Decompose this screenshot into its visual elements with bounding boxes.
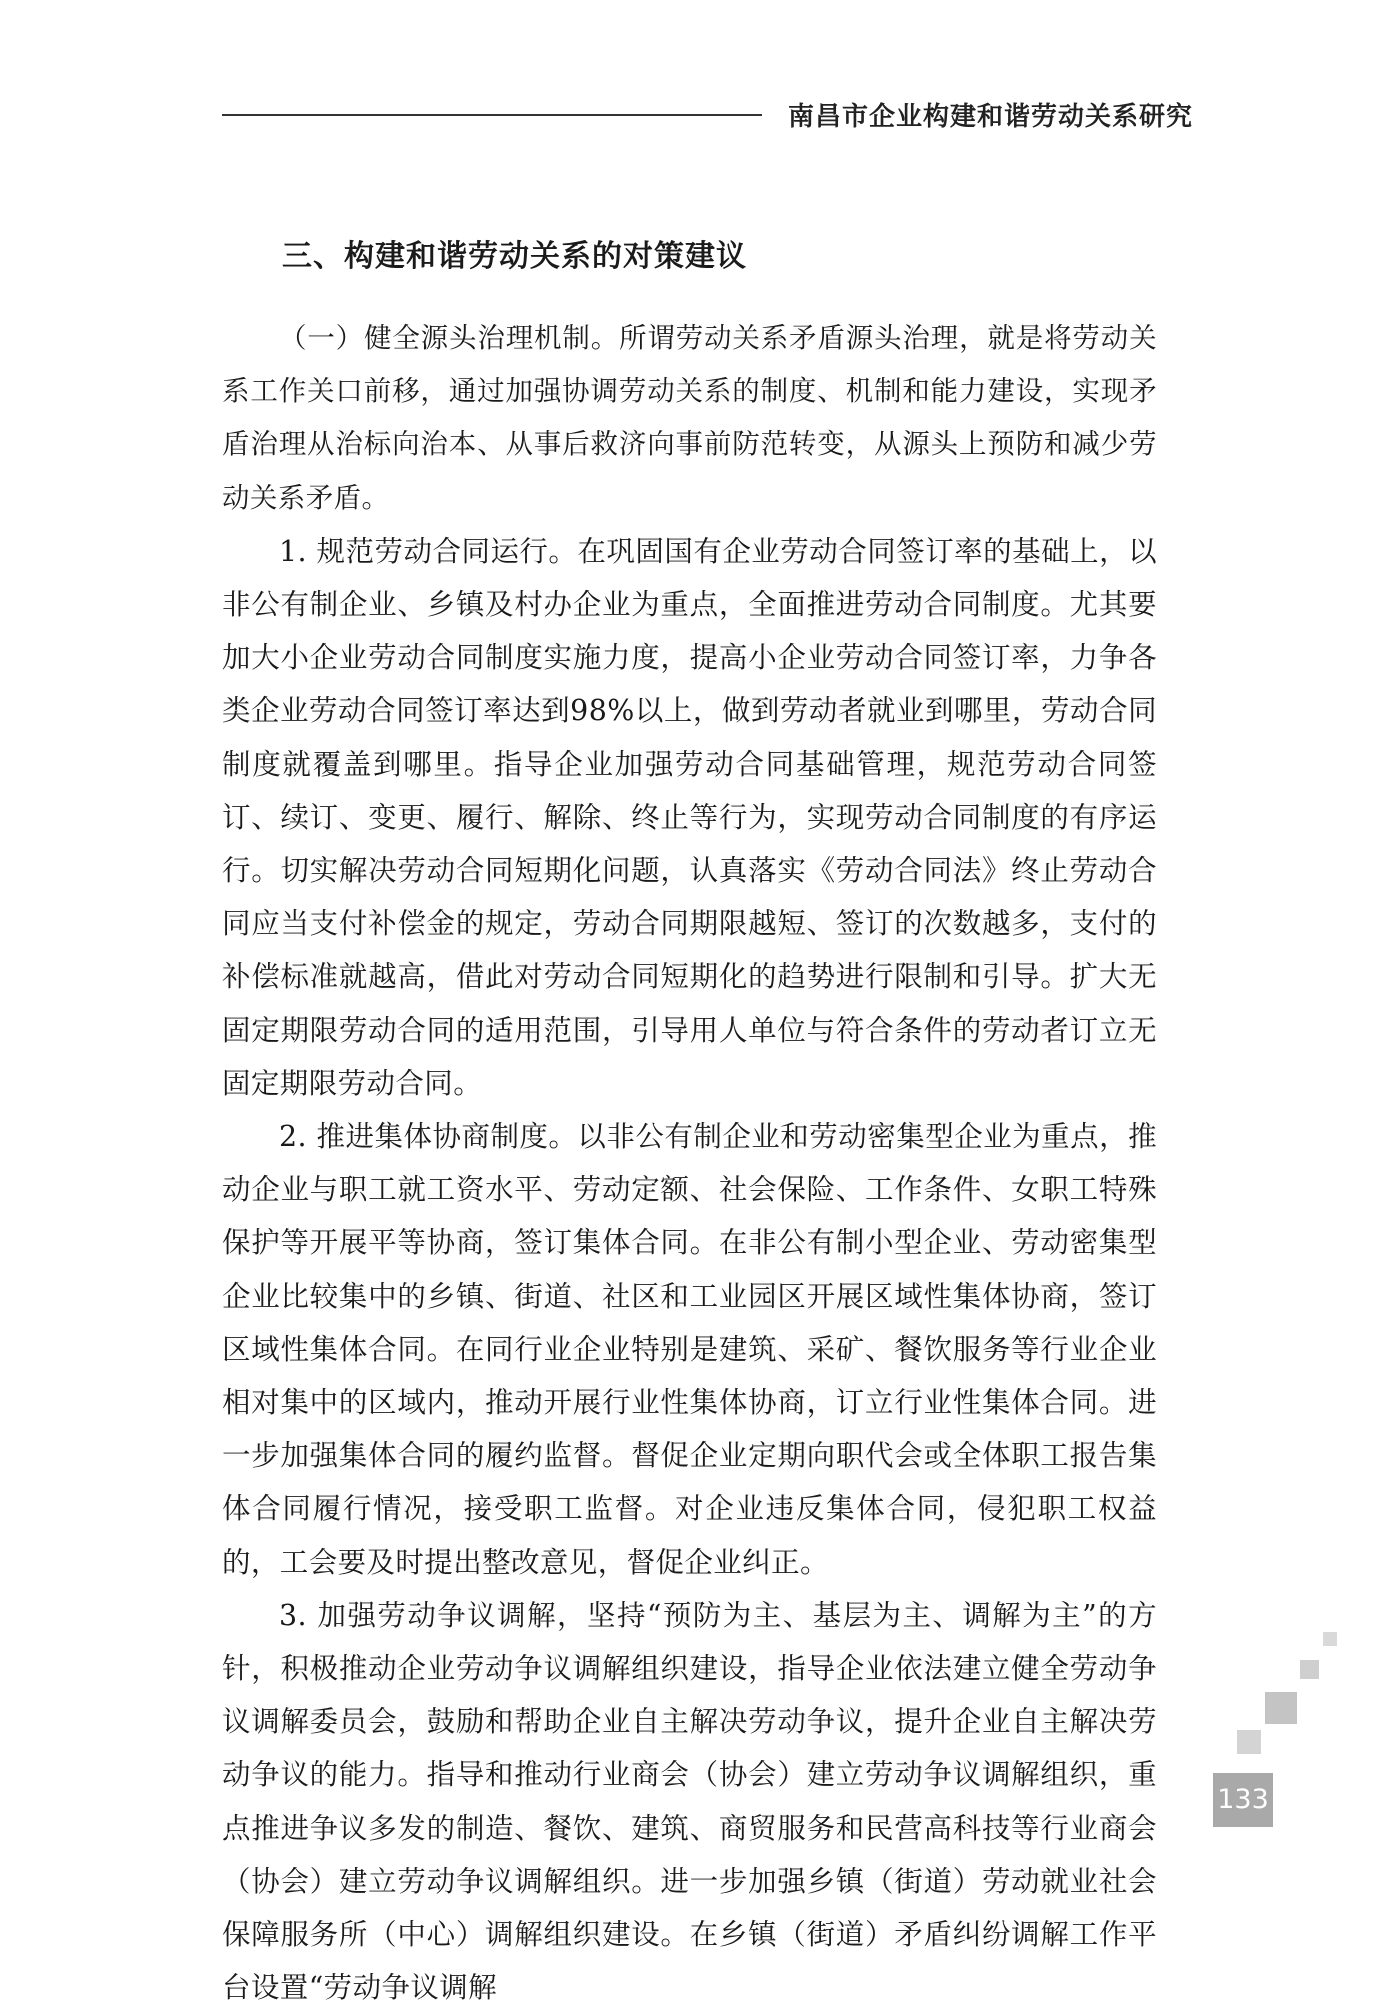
section-heading: 三、构建和谐劳动关系的对策建议 <box>282 239 747 274</box>
decorative-square <box>1323 1632 1337 1646</box>
page-body <box>222 232 1157 2015</box>
decorative-square <box>1265 1692 1297 1724</box>
page-number: 133 <box>1213 1773 1273 1827</box>
header-rule <box>222 114 762 116</box>
running-header-title: 南昌市企业构建和谐劳动关系研究 <box>788 102 1194 132</box>
decorative-square <box>1300 1660 1319 1679</box>
decorative-square <box>1237 1730 1261 1754</box>
paragraph-labor-contract: 1. 规范劳动合同运行。在巩固国有企业劳动合同签订率的基础上，以非公有制企业、乡镇及村办企业为重点，全面推进劳动合同制度。尤其要加大小企业劳动合同制度实施力度，提高小企业劳动合同签订率，力争各类企业劳动合同签订率达到98%以上，做到劳动者就业到哪里，劳动合同制度就覆盖到哪里。指导企业加强劳动合同基础管理，规范劳动合同签订、续订、变更、履行、解除、终止等行为，实现劳动合同制度的有序运行。切实解决劳动合同短期化问题，认真落实《劳动合同法》终止劳动合同应当支付补偿金的规定，劳动合同期限越短、签订的次数越多，支付的补偿标准就越高，借此对劳动合同短期化的趋势进行限制和引导。扩大无固定期限劳动合同的适用范围，引导用人单位与符合条件的劳动者订立无固定期限劳动合同。 <box>222 534 1157 1100</box>
paragraph-source-governance: （一）健全源头治理机制。所谓劳动关系矛盾源头治理，就是将劳动关系工作关口前移，通过加强协调劳动关系的制度、机制和能力建设，实现矛盾治理从治标向治本、从事后救济向事前防范转变，从源头上预防和减少劳动关系矛盾。 <box>222 322 1157 514</box>
paragraph-dispute-mediation: 3. 加强劳动争议调解，坚持“预防为主、基层为主、调解为主”的方针，积极推动企业劳动争议调解组织建设，指导企业依法建立健全劳动争议调解委员会，鼓励和帮助企业自主解决劳动争议，提升企业自主解决劳动争议的能力。指导和推动行业商会（协会）建立劳动争议调解组织，重点推进争议多发的制造、餐饮、建筑、商贸服务和民营高科技等行业商会（协会）建立劳动争议调解组织。进一步加强乡镇（街道）劳动就业社会保障服务所（中心）调解组织建设。在乡镇（街道）矛盾纠纷调解工作平台设置“劳动争议调解 <box>222 1598 1157 2005</box>
paragraph-collective-negotiation: 2. 推进集体协商制度。以非公有制企业和劳动密集型企业为重点，推动企业与职工就工资水平、劳动定额、社会保险、工作条件、女职工特殊保护等开展平等协商，签订集体合同。在非公有制小型企业、劳动密集型企业比较集中的乡镇、街道、社区和工业园区开展区域性集体协商，签订区域性集体合同。在同行业企业特别是建筑、采矿、餐饮服务等行业企业相对集中的区域内，推动开展行业性集体协商，订立行业性集体合同。进一步加强集体合同的履约监督。督促企业定期向职代会或全体职工报告集体合同履行情况，接受职工监督。对企业违反集体合同，侵犯职工权益的，工会要及时提出整改意见，督促企业纠正。 <box>222 1120 1157 1579</box>
